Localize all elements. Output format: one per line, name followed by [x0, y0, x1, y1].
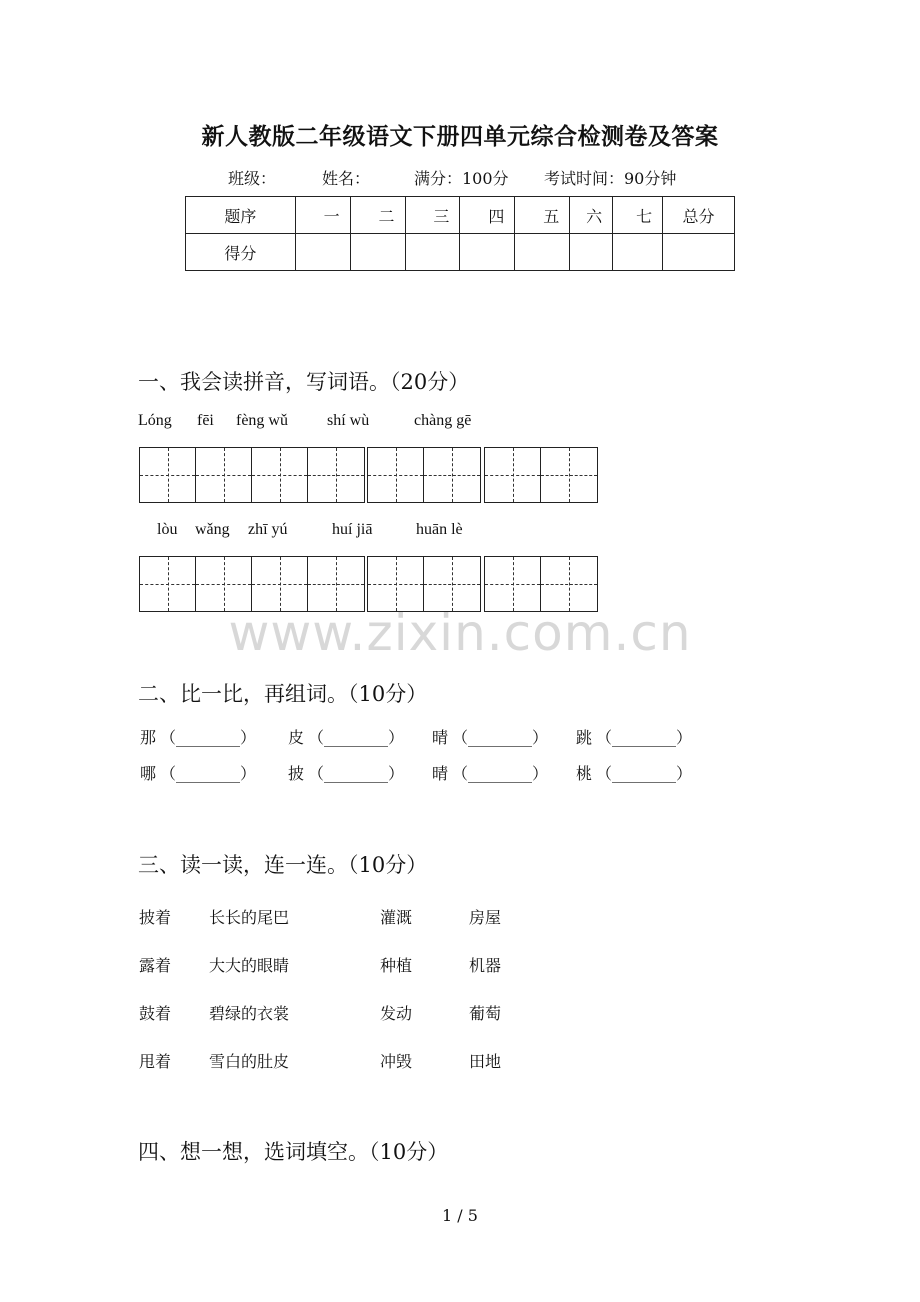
match-item[interactable]: 鼓着	[139, 1004, 172, 1023]
score-input-cell[interactable]	[570, 234, 613, 271]
pinyin: huān lè	[416, 521, 463, 538]
writing-cell[interactable]	[196, 448, 252, 502]
score-table-cell: 六	[570, 197, 613, 234]
pinyin: chàng gē	[414, 412, 472, 429]
compare-char: 披	[288, 764, 305, 783]
score-input-cell[interactable]	[613, 234, 663, 271]
score-table-cell: 二	[350, 197, 405, 234]
match-item[interactable]: 田地	[469, 1052, 502, 1071]
writing-cell[interactable]	[252, 448, 308, 502]
watermark: www.zixin.com.cn	[228, 604, 692, 662]
score-table-cell: 七	[613, 197, 663, 234]
page-title: 新人教版二年级语文下册四单元综合检测卷及答案	[201, 123, 719, 150]
score-input-cell[interactable]	[405, 234, 460, 271]
answer-blank[interactable]: （________）	[160, 728, 257, 747]
writing-cell[interactable]	[252, 557, 308, 611]
exam-time-label: 考试时间：90分钟	[544, 169, 677, 188]
match-item[interactable]: 大大的眼睛	[209, 956, 290, 975]
writing-cell[interactable]	[368, 557, 424, 611]
pinyin: fēi	[197, 412, 214, 429]
score-input-cell[interactable]	[350, 234, 405, 271]
writing-cell[interactable]	[424, 557, 480, 611]
match-item[interactable]: 灌溉	[380, 908, 413, 927]
class-label: 班级：	[228, 169, 277, 188]
writing-cell[interactable]	[424, 448, 480, 502]
score-table-header-row	[186, 197, 735, 234]
match-item[interactable]: 碧绿的衣裳	[209, 1004, 290, 1023]
compare-char: 桃	[576, 764, 593, 783]
writing-cell[interactable]	[308, 557, 364, 611]
section-1-heading: 一、我会读拼音，写词语。（20分）	[138, 370, 470, 394]
pinyin: fèng wǔ	[236, 412, 288, 429]
match-item[interactable]: 葡萄	[469, 1004, 502, 1023]
writing-cell[interactable]	[485, 448, 541, 502]
full-score-label: 满分：100分	[414, 169, 509, 188]
writing-cell[interactable]	[368, 448, 424, 502]
match-item[interactable]: 披着	[139, 908, 172, 927]
writing-cell[interactable]	[140, 557, 196, 611]
score-table	[185, 196, 735, 271]
match-item[interactable]: 长长的尾巴	[209, 908, 290, 927]
writing-cell[interactable]	[196, 557, 252, 611]
compare-char: 哪	[140, 764, 157, 783]
writing-cell[interactable]	[541, 557, 597, 611]
score-table-cell: 四	[460, 197, 515, 234]
compare-char: 晴	[432, 728, 449, 747]
match-item[interactable]: 机器	[469, 956, 502, 975]
score-table-cell: 五	[515, 197, 570, 234]
score-table-score-row	[186, 234, 735, 271]
writing-grid[interactable]	[367, 447, 481, 503]
answer-blank[interactable]: （________）	[452, 764, 549, 783]
compare-char: 跳	[576, 728, 593, 747]
match-item[interactable]: 露着	[139, 956, 172, 975]
writing-cell[interactable]	[485, 557, 541, 611]
answer-blank[interactable]: （________）	[308, 728, 405, 747]
compare-char: 那	[140, 728, 157, 747]
match-item[interactable]: 冲毁	[380, 1052, 413, 1071]
score-input-cell[interactable]	[295, 234, 350, 271]
pinyin: Lóng	[138, 412, 172, 429]
answer-blank[interactable]: （________）	[596, 728, 693, 747]
match-item[interactable]: 房屋	[469, 908, 502, 927]
writing-cell[interactable]	[308, 448, 364, 502]
score-table-cell: 一	[295, 197, 350, 234]
writing-cell[interactable]	[541, 448, 597, 502]
writing-cell[interactable]	[140, 448, 196, 502]
score-table-cell: 三	[405, 197, 460, 234]
pinyin: huí jiā	[332, 521, 373, 538]
pinyin: zhī yú	[248, 521, 288, 538]
section-4-heading: 四、想一想，选词填空。（10分）	[138, 1140, 449, 1164]
score-table-cell: 题序	[186, 197, 296, 234]
answer-blank[interactable]: （________）	[596, 764, 693, 783]
score-input-cell[interactable]	[460, 234, 515, 271]
section-3-heading: 三、读一读，连一连。（10分）	[138, 853, 428, 877]
score-table-cell: 总分	[663, 197, 735, 234]
pinyin: shí wù	[327, 412, 370, 429]
page-number: 1 / 5	[442, 1206, 478, 1225]
answer-blank[interactable]: （________）	[308, 764, 405, 783]
pinyin: wǎng	[195, 521, 230, 538]
score-table-cell: 得分	[186, 234, 296, 271]
match-item[interactable]: 雪白的肚皮	[209, 1052, 290, 1071]
section-2-heading: 二、比一比，再组词。（10分）	[138, 682, 428, 706]
score-input-cell[interactable]	[663, 234, 735, 271]
score-input-cell[interactable]	[515, 234, 570, 271]
compare-char: 皮	[288, 728, 305, 747]
match-item[interactable]: 发动	[380, 1004, 413, 1023]
answer-blank[interactable]: （________）	[452, 728, 549, 747]
writing-grid[interactable]	[139, 447, 365, 503]
match-item[interactable]: 甩着	[139, 1052, 172, 1071]
pinyin: lòu	[157, 521, 178, 538]
answer-blank[interactable]: （________）	[160, 764, 257, 783]
match-item[interactable]: 种植	[380, 956, 413, 975]
compare-char: 晴	[432, 764, 449, 783]
name-label: 姓名：	[322, 169, 371, 188]
writing-grid[interactable]	[484, 447, 598, 503]
